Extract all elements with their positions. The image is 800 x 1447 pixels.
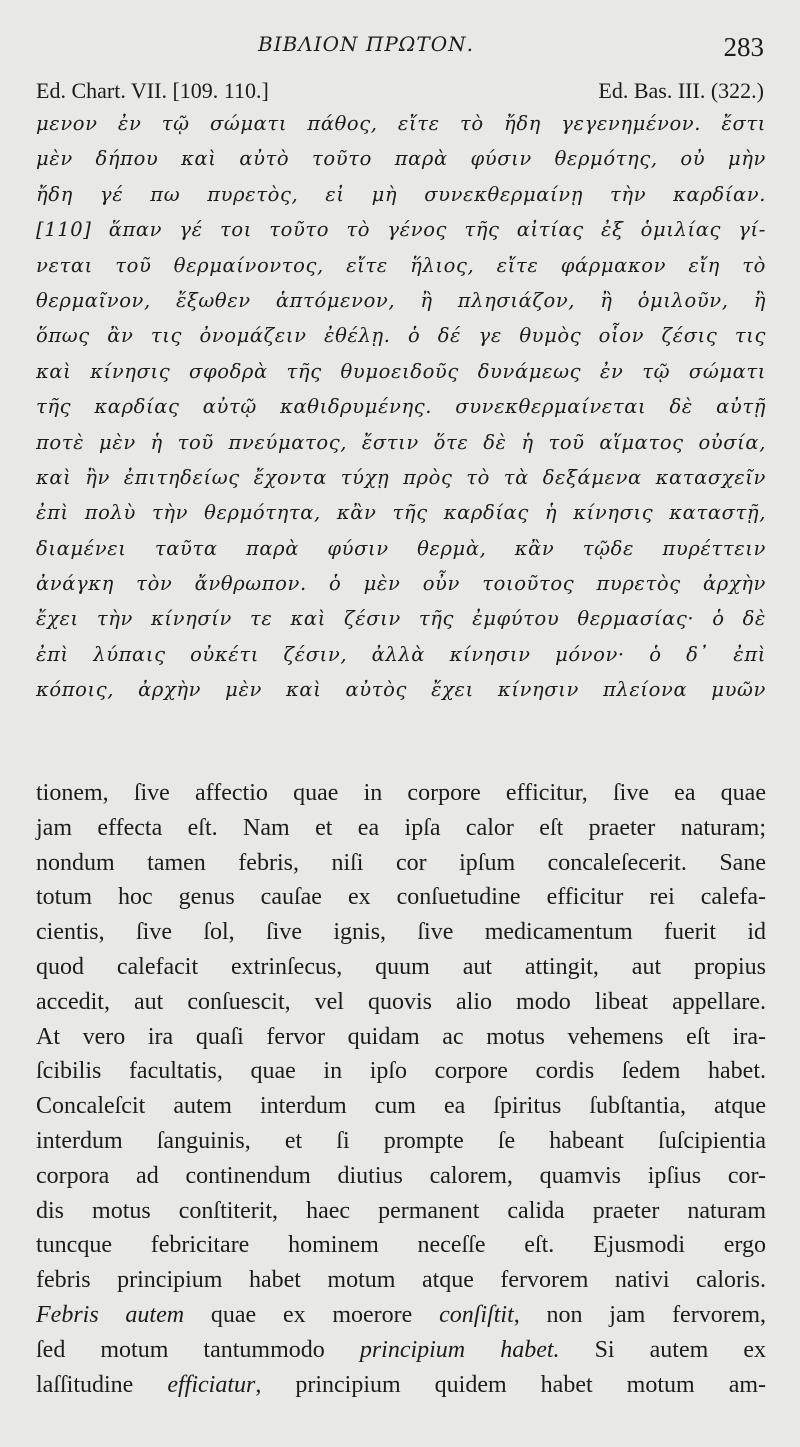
latin-line: dis motus conſtiterit, haec permanent calida praeter naturam xyxy=(36,1197,766,1224)
greek-line: τῆς καρδίας αὐτῷ καθιδρυμένης. συνεκθερμαίνεται δὲ αὐτῇ xyxy=(36,395,766,419)
greek-line: καὶ κίνησις σφοδρὰ τῆς θυμοειδοῦς δυνάμεως ἐν τῷ σώματι xyxy=(36,359,766,383)
latin-line: tuncque febricitare hominem neceſſe eſt. Ejusmodi ergo xyxy=(36,1232,766,1259)
latin-line: cientis, ſive ſol, ſive ignis, ſive medicamentum fuerit id xyxy=(36,919,766,946)
latin-mixed-line xyxy=(36,1298,766,1333)
greek-text-column xyxy=(36,106,766,708)
latin-roman-text: , non jam fervorem, xyxy=(513,1301,767,1328)
latin-line: corpora ad continendum diutius calorem, quamvis ipſius cor- xyxy=(36,1162,766,1189)
latin-mixed-line xyxy=(36,1368,766,1403)
greek-line: ἐπὶ πολὺ τὴν θερμότητα, κἂν τῆς καρδίας ἡ κίνησις καταστῇ, xyxy=(36,501,766,525)
latin-roman-text: laſſitudine xyxy=(36,1371,168,1398)
latin-line: interdum ſanguinis, et ſi prompte ſe habeant ſuſcipientia xyxy=(36,1127,766,1154)
latin-roman-text: quae ex moerore xyxy=(184,1301,440,1328)
latin-italic-text: efficiatur xyxy=(167,1371,256,1398)
latin-line: febris principium habet motum atque fervorem nativi caloris. xyxy=(36,1267,766,1294)
latin-mixed-line xyxy=(36,1333,766,1368)
latin-line: totum hoc genus cauſae ex conſuetudine efficitur rei calefa- xyxy=(36,884,766,911)
greek-line: νεται τοῦ θερμαίνοντος, εἴτε ἥλιος, εἴτε φάρμακον εἴη τὸ xyxy=(36,253,766,277)
greek-line: ποτὲ μὲν ἡ τοῦ πνεύματος, ἔστιν ὅτε δὲ ἡ τοῦ αἵματος οὐσία, xyxy=(36,430,766,454)
greek-line: κόποις, ἀρχὴν μὲν καὶ αὐτὸς ἔχει κίνησιν πλείονα μυῶν xyxy=(36,678,766,702)
latin-line: Concaleſcit autem interdum cum ea ſpiritus ſubſtantia, atque xyxy=(36,1093,766,1120)
greek-line: ἐπὶ λύπαις οὐκέτι ζέσιν, ἀλλὰ κίνησιν μόνον· ὁ δ᾽ ἐπὶ xyxy=(36,642,766,666)
running-title: ΒΙΒΛΙΟΝ ΠΡΩΤΟΝ. xyxy=(258,32,474,56)
latin-italic-text: principium habet. xyxy=(359,1336,560,1363)
latin-line: At vero ira quaſi fervor quidam ac motus vehemens eſt ira- xyxy=(36,1023,766,1050)
latin-line: tionem, ſive affectio quae in corpore efficitur, ſive ea quae xyxy=(36,780,766,806)
latin-italic-text: Febris autem xyxy=(36,1301,185,1328)
greek-line: ἔχει τὴν κίνησίν τε καὶ ζέσιν τῆς ἐμφύτου θερμασίας· ὁ δὲ xyxy=(36,607,766,631)
latin-line: nondum tamen febris, niſi cor ipſum concaleſecerit. Sane xyxy=(36,849,766,876)
greek-line: [110] ἅπαν γέ τοι τοῦτο τὸ γένος τῆς αἰτίας ἐξ ὁμιλίας γί- xyxy=(36,218,766,242)
latin-line: ſcibilis facultatis, quae in ipſo corpore cordis ſedem habet. xyxy=(36,1058,766,1085)
latin-line: accedit, aut conſuescit, vel quovis alio modo libeat appellare. xyxy=(36,988,766,1015)
latin-text-column xyxy=(36,776,766,1402)
latin-line: quod calefacit extrinſecus, quum aut attingit, aut propius xyxy=(36,953,766,980)
greek-line: θερμαῖνον, ἔξωθεν ἁπτόμενον, ἢ πλησιάζον, ἢ ὁμιλοῦν, ἢ xyxy=(36,288,766,312)
latin-roman-text: ſed motum tantummodo xyxy=(36,1336,360,1363)
greek-line: καὶ ἢν ἐπιτηδείως ἔχοντα τύχῃ πρὸς τὸ τὰ δεξάμενα κατασχεῖν xyxy=(36,465,766,489)
greek-line: ὅπως ἂν τις ὀνομάζειν ἐθέλῃ. ὁ δέ γε θυμὸς οἷον ζέσις τις xyxy=(36,324,766,348)
greek-line: μὲν δήπου καὶ αὐτὸ τοῦτο παρὰ φύσιν θερμότης, οὐ μὴν xyxy=(36,147,766,171)
latin-roman-text: , principium quidem habet motum am- xyxy=(255,1371,767,1398)
running-head xyxy=(0,30,800,60)
latin-line: jam effecta eſt. Nam et ea ipſa calor eſt praeter naturam; xyxy=(36,814,766,841)
greek-line: ἤδη γέ πω πυρετὸς, εἰ μὴ συνεκθερμαίνῃ τὴν καρδίαν. xyxy=(36,182,766,206)
latin-roman-text: Si autem ex xyxy=(559,1336,766,1363)
page-number: 283 xyxy=(723,32,764,62)
edition-chart-reference: Ed. Chart. VII. [109. 110.] xyxy=(36,78,269,103)
greek-line: ἀνάγκη τὸν ἄνθρωπον. ὁ μὲν οὖν τοιοῦτος πυρετὸς ἀρχὴν xyxy=(36,572,766,596)
edition-bas-reference: Ed. Bas. III. (322.) xyxy=(598,78,764,103)
greek-line: διαμένει ταῦτα παρὰ φύσιν θερμὰ, κἂν τῷδε πυρέττειν xyxy=(36,536,766,560)
latin-italic-text: conſiſtit xyxy=(439,1301,514,1328)
greek-line: μενον ἐν τῷ σώματι πάθος, εἴτε τὸ ἤδη γεγενημένον. ἔστι xyxy=(36,112,766,135)
